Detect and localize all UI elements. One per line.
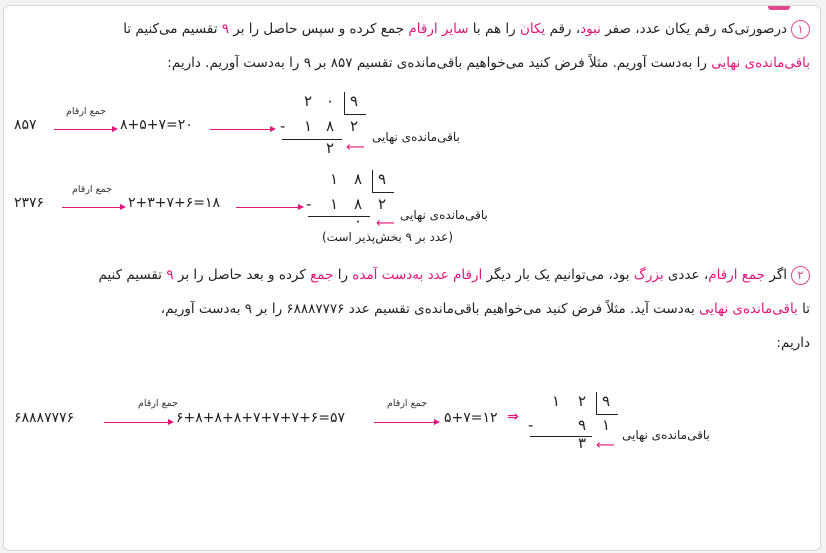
example2-remainder: ۰ xyxy=(354,212,363,230)
example1-dividend-tens: ۲ xyxy=(304,92,313,110)
item1-number: ۱ xyxy=(791,20,810,39)
example3-remainder: ۳ xyxy=(578,434,587,452)
example3-remainder-arrow: ⟵ xyxy=(596,438,615,453)
item1-line1-text xyxy=(123,21,787,37)
item2-number: ۲ xyxy=(791,266,810,285)
example1-minus: - xyxy=(280,117,286,135)
example2-subtrahend-ones: ۸ xyxy=(354,195,363,213)
example3-quotient: ۱ xyxy=(602,416,611,434)
example2-quotient: ۲ xyxy=(378,195,387,213)
example2-divisor-line xyxy=(372,192,394,193)
example2-arrow xyxy=(62,207,124,208)
item1-paragraph xyxy=(12,12,810,80)
example2-remainder-arrow: ⟵ xyxy=(376,216,395,231)
item2-line1-segment: ۹ xyxy=(166,267,174,283)
example1-remainder: ۲ xyxy=(326,139,335,157)
example2-arrow-label: جمع ارقام xyxy=(72,184,112,195)
item1-line1-segment: درصورتی‌که رقم یکان عدد، صفر xyxy=(600,21,787,37)
example2-remainder-label: باقی‌مانده‌ی نهایی xyxy=(400,208,488,222)
example1-arrow-2 xyxy=(210,129,274,130)
item1-line1-segment: ۹ xyxy=(221,21,230,37)
item2-line1-segment: بود، می‌توانیم یک بار دیگر xyxy=(482,267,634,283)
item2-line2 xyxy=(12,292,810,326)
item2-line1-text xyxy=(98,267,787,283)
example2-division-bar xyxy=(372,170,373,192)
example3-arrow-1 xyxy=(104,422,172,423)
item2-line1-segment: اگر xyxy=(765,267,787,283)
example1-remainder-label: باقی‌مانده‌ی نهایی xyxy=(372,130,460,144)
example1-divisor-line xyxy=(344,114,366,115)
example1-division-bar xyxy=(344,92,345,114)
item2-line1-segment: جمع xyxy=(310,267,334,283)
example1-sum: ۸+۵+۷=۲۰ xyxy=(120,117,193,133)
item1-line2-segment: را به‌دست آوریم. مثلاً فرض کنید می‌خواهیم باقی‌مانده‌ی تقسیم ۸۵۷ بر ۹ را به‌دست آوریم. داریم: xyxy=(167,55,712,71)
item2-line2-segment: تا xyxy=(797,301,810,317)
example1-arrow-label: جمع ارقام xyxy=(66,106,106,117)
example3-arrow-label-2: جمع ارقام xyxy=(387,398,427,409)
item2-paragraph xyxy=(12,258,810,360)
item1-line1-segment: را هم با xyxy=(468,21,520,37)
example2-sum: ۲+۳+۷+۶=۱۸ xyxy=(128,195,221,211)
item2-line2-segment: باقی‌مانده‌ی نهایی xyxy=(699,301,798,317)
example3-dividend-ones: ۲ xyxy=(578,392,587,410)
example1-subtrahend-tens: ۱ xyxy=(304,117,313,135)
example3-number: ۶۸۸۸۷۷۷۶ xyxy=(14,410,75,426)
item1-line1 xyxy=(12,12,810,46)
item2-line1-segment: تقسیم کنیم xyxy=(98,267,167,283)
example2-note: (عدد بر ۹ بخش‌پذیر است) xyxy=(322,230,453,244)
example1-number: ۸۵۷ xyxy=(14,117,37,133)
example2-arrow-2 xyxy=(236,207,302,208)
item2-line1-segment: کرده و بعد حاصل را بر xyxy=(173,267,311,283)
example1-divisor: ۹ xyxy=(350,92,359,110)
example1-remainder-arrow: ⟵ xyxy=(346,140,365,155)
item1-line1-segment: تقسیم می‌کنیم تا xyxy=(123,21,222,37)
example3-sum: ۶+۸+۸+۸+۷+۷+۷+۶=۵۷ xyxy=(176,410,346,426)
item2-line1-segment: ، عددی xyxy=(663,267,709,283)
example3-dividend-tens: ۱ xyxy=(552,392,561,410)
item1-line1-segment: نبود xyxy=(580,21,601,37)
example2-divisor: ۹ xyxy=(378,170,387,188)
example3-arrow-2 xyxy=(374,422,438,423)
example2-dividend-ones: ۸ xyxy=(354,170,363,188)
item2-line1-segment: را xyxy=(333,267,353,283)
example1-subtrahend-ones: ۸ xyxy=(326,117,335,135)
item2-line2-segment: به‌دست آید. مثلاً فرض کنید می‌خواهیم باقی‌مانده‌ی تقسیم عدد ۶۸۸۸۷۷۷۶ را بر ۹ به‌دست آوریم، xyxy=(160,301,700,317)
example3-remainder-label: باقی‌مانده‌ی نهایی xyxy=(622,428,710,442)
item1-line2-segment: باقی‌مانده‌ی نهایی xyxy=(711,55,810,71)
item1-line1-segment: سایر ارقام xyxy=(408,21,469,37)
item1-line2 xyxy=(12,46,810,80)
page-corner-mark xyxy=(768,6,790,10)
item1-line1-segment: جمع کرده و سپس حاصل را بر xyxy=(229,21,409,37)
example3-minus: - xyxy=(528,416,534,434)
item1-line1-segment: ، رقم xyxy=(545,21,581,37)
example2-number: ۲۳۷۶ xyxy=(14,195,45,211)
example3-implies: ⇒ xyxy=(507,409,520,425)
example1-arrow xyxy=(54,129,116,130)
page xyxy=(3,5,821,551)
item1-line1-segment: یکان xyxy=(519,21,546,37)
example1-dividend-ones: ۰ xyxy=(326,92,335,110)
example3-subtrahend: ۹ xyxy=(578,416,587,434)
item2-line3: داریم: xyxy=(776,335,810,351)
example3-sum-2: ۵+۷=۱۲ xyxy=(444,410,498,426)
example3-arrow-label-1: جمع ارقام xyxy=(138,398,178,409)
example3-divisor-line xyxy=(596,414,618,415)
item2-line1-segment: ارقام عدد به‌دست آمده xyxy=(352,267,483,283)
item2-line1-segment: بزرگ xyxy=(633,267,664,283)
example2-subtrahend-tens: ۱ xyxy=(330,195,339,213)
example1-quotient: ۲ xyxy=(350,117,359,135)
example2-minus: - xyxy=(306,195,312,213)
item2-line1 xyxy=(12,258,810,292)
item2-line1-segment: جمع ارقام xyxy=(708,267,766,283)
example3-division-bar xyxy=(596,392,597,414)
example3-divisor: ۹ xyxy=(602,392,611,410)
example2-dividend-tens: ۱ xyxy=(330,170,339,188)
